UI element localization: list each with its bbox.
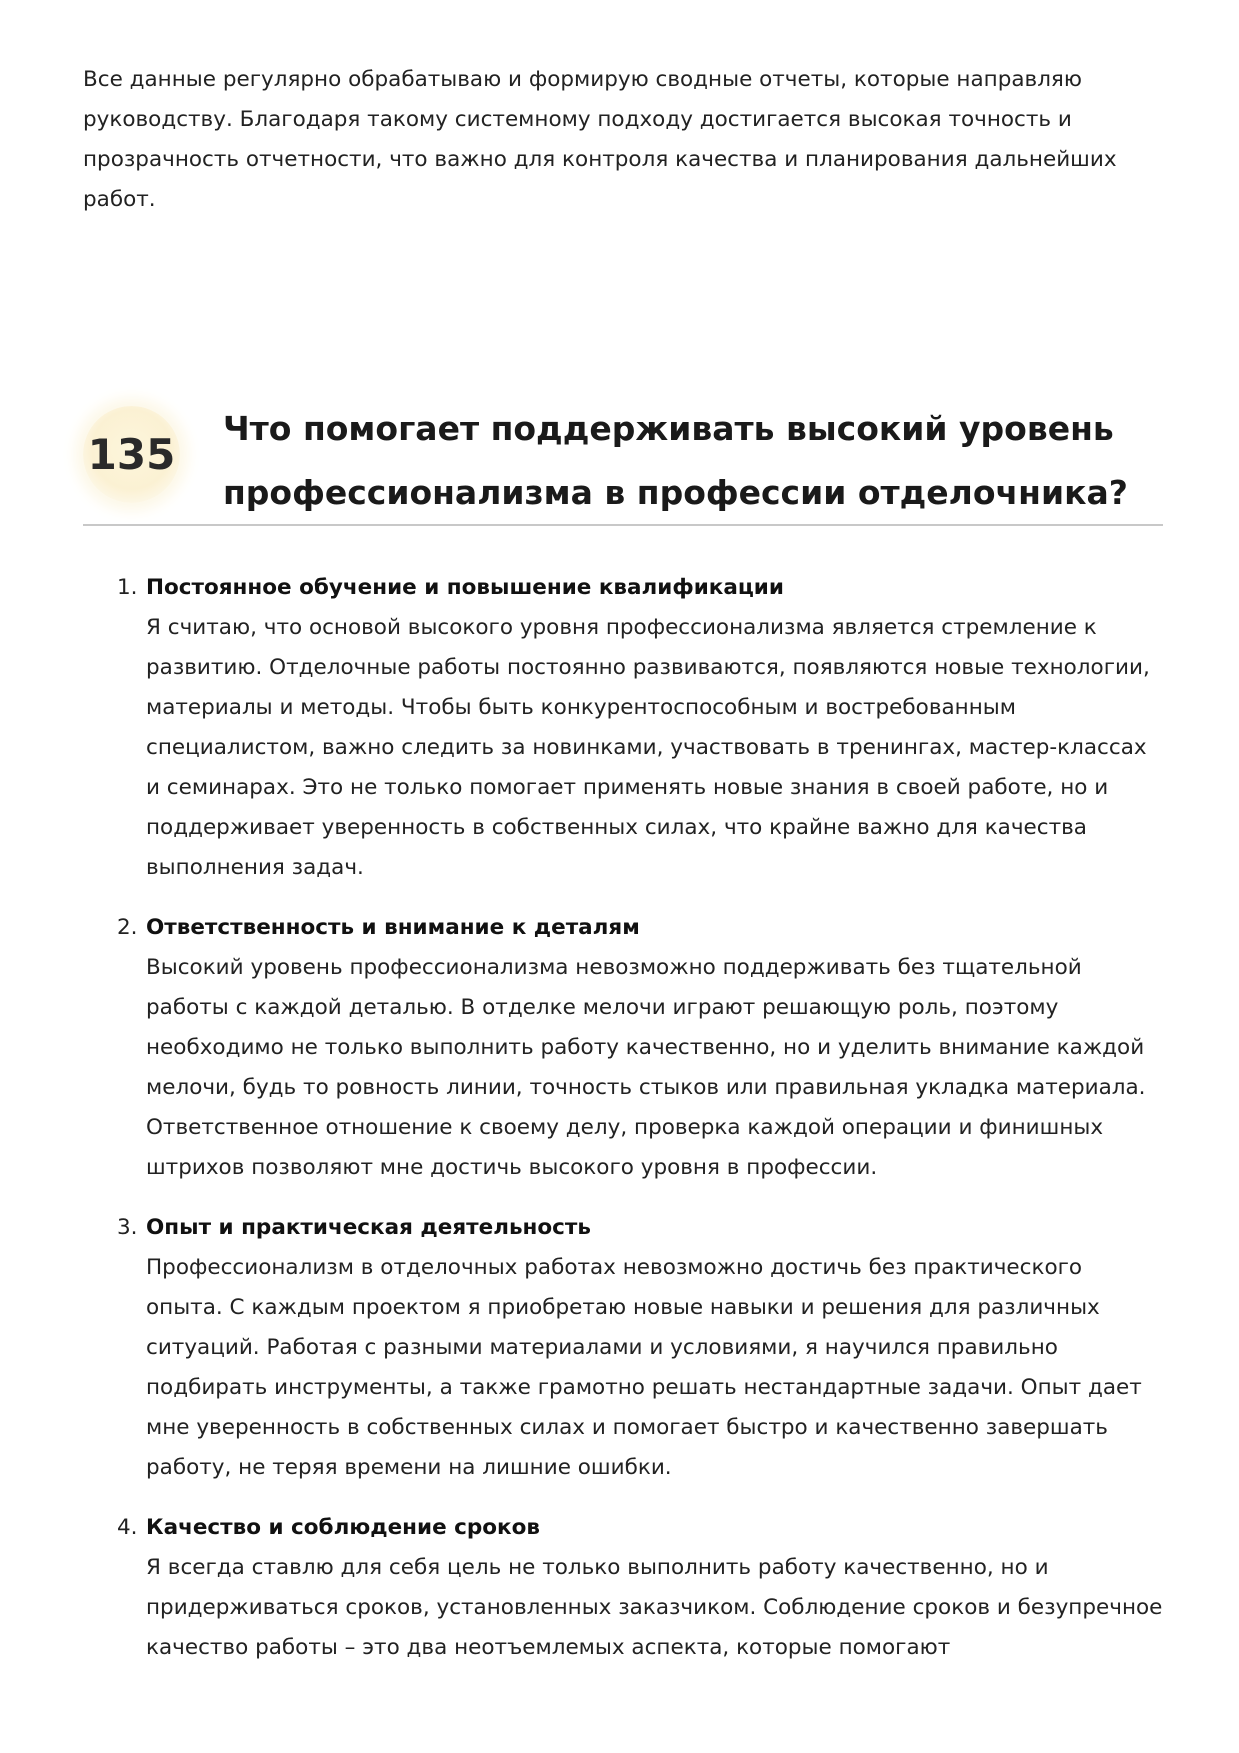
answer-text: Я всегда ставлю для себя цель не только выполнить работу качественно, но и придерживаться сроков, установленных заказчиком. Соблюдение сроков и безупречное качество работы – это два неотъемлемых аспекта, которые помогают bbox=[146, 1555, 1163, 1660]
answer-text: Профессионализм в отделочных работах невозможно достичь без практического опыта. С каждым проектом я приобретаю новые навыки и решения для различных ситуаций. Работая с разными материалами и условиями, я научился правильно подбирать инструменты, а также грамотно решать нестандартные задачи. Опыт дает мне уверенность в собственных силах и помогает быстро и качественно завершать работу, не теряя времени на лишние ошибки. bbox=[146, 1255, 1142, 1480]
answer-item bbox=[83, 1508, 1163, 1668]
answer-number: 2. bbox=[117, 915, 138, 940]
answer-number: 1. bbox=[117, 575, 138, 600]
answer-item bbox=[83, 908, 1163, 1188]
answer-title: Опыт и практическая деятельность bbox=[146, 1215, 591, 1240]
question-number: 135 bbox=[87, 430, 176, 479]
question-header bbox=[83, 397, 1163, 527]
answer-text: Высокий уровень профессионализма невозможно поддерживать без тщательной работы с каждой деталью. В отделке мелочи играют решающую роль, поэтому необходимо не только выполнить работу качественно, но и уделить внимание каждой мелочи, будь то ровность линии, точность стыков или правильная укладка материала. Ответственное отношение к своему делу, проверка каждой операции и финишных штрихов позволяют мне достичь высокого уровня в профессии. bbox=[146, 955, 1146, 1180]
answer-item bbox=[83, 1208, 1163, 1488]
question-title: Что помогает поддерживать высокий уровень профессионализма в профессии отделочника? bbox=[223, 409, 1128, 512]
answer-text: Я считаю, что основой высокого уровня профессионализма является стремление к развитию. Отделочные работы постоянно развиваются, появляются новые технологии, материалы и методы. Чтобы быть конкурентоспособным и востребованным специалистом, важно следить за новинками, участвовать в тренингах, мастер-классах и семинарах. Это не только помогает применять новые знания в своей работе, но и поддерживает уверенность в собственных силах, что крайне важно для качества выполнения задач. bbox=[146, 615, 1150, 880]
intro-paragraph: Все данные регулярно обрабатываю и формирую сводные отчеты, которые направляю руководству. Благодаря такому системному подходу достигается высокая точность и прозрачность отчетности, что важно для контроля качества и планирования дальнейших работ. bbox=[83, 67, 1117, 212]
answer-list bbox=[83, 568, 1163, 1688]
question-divider bbox=[83, 524, 1163, 526]
answer-number: 4. bbox=[117, 1515, 138, 1540]
answer-title: Постоянное обучение и повышение квалификации bbox=[146, 575, 784, 600]
question-number-badge bbox=[83, 406, 180, 503]
answer-number: 3. bbox=[117, 1215, 138, 1240]
answer-title: Ответственность и внимание к деталям bbox=[146, 915, 640, 940]
answer-item bbox=[83, 568, 1163, 888]
answer-title: Качество и соблюдение сроков bbox=[146, 1515, 541, 1540]
